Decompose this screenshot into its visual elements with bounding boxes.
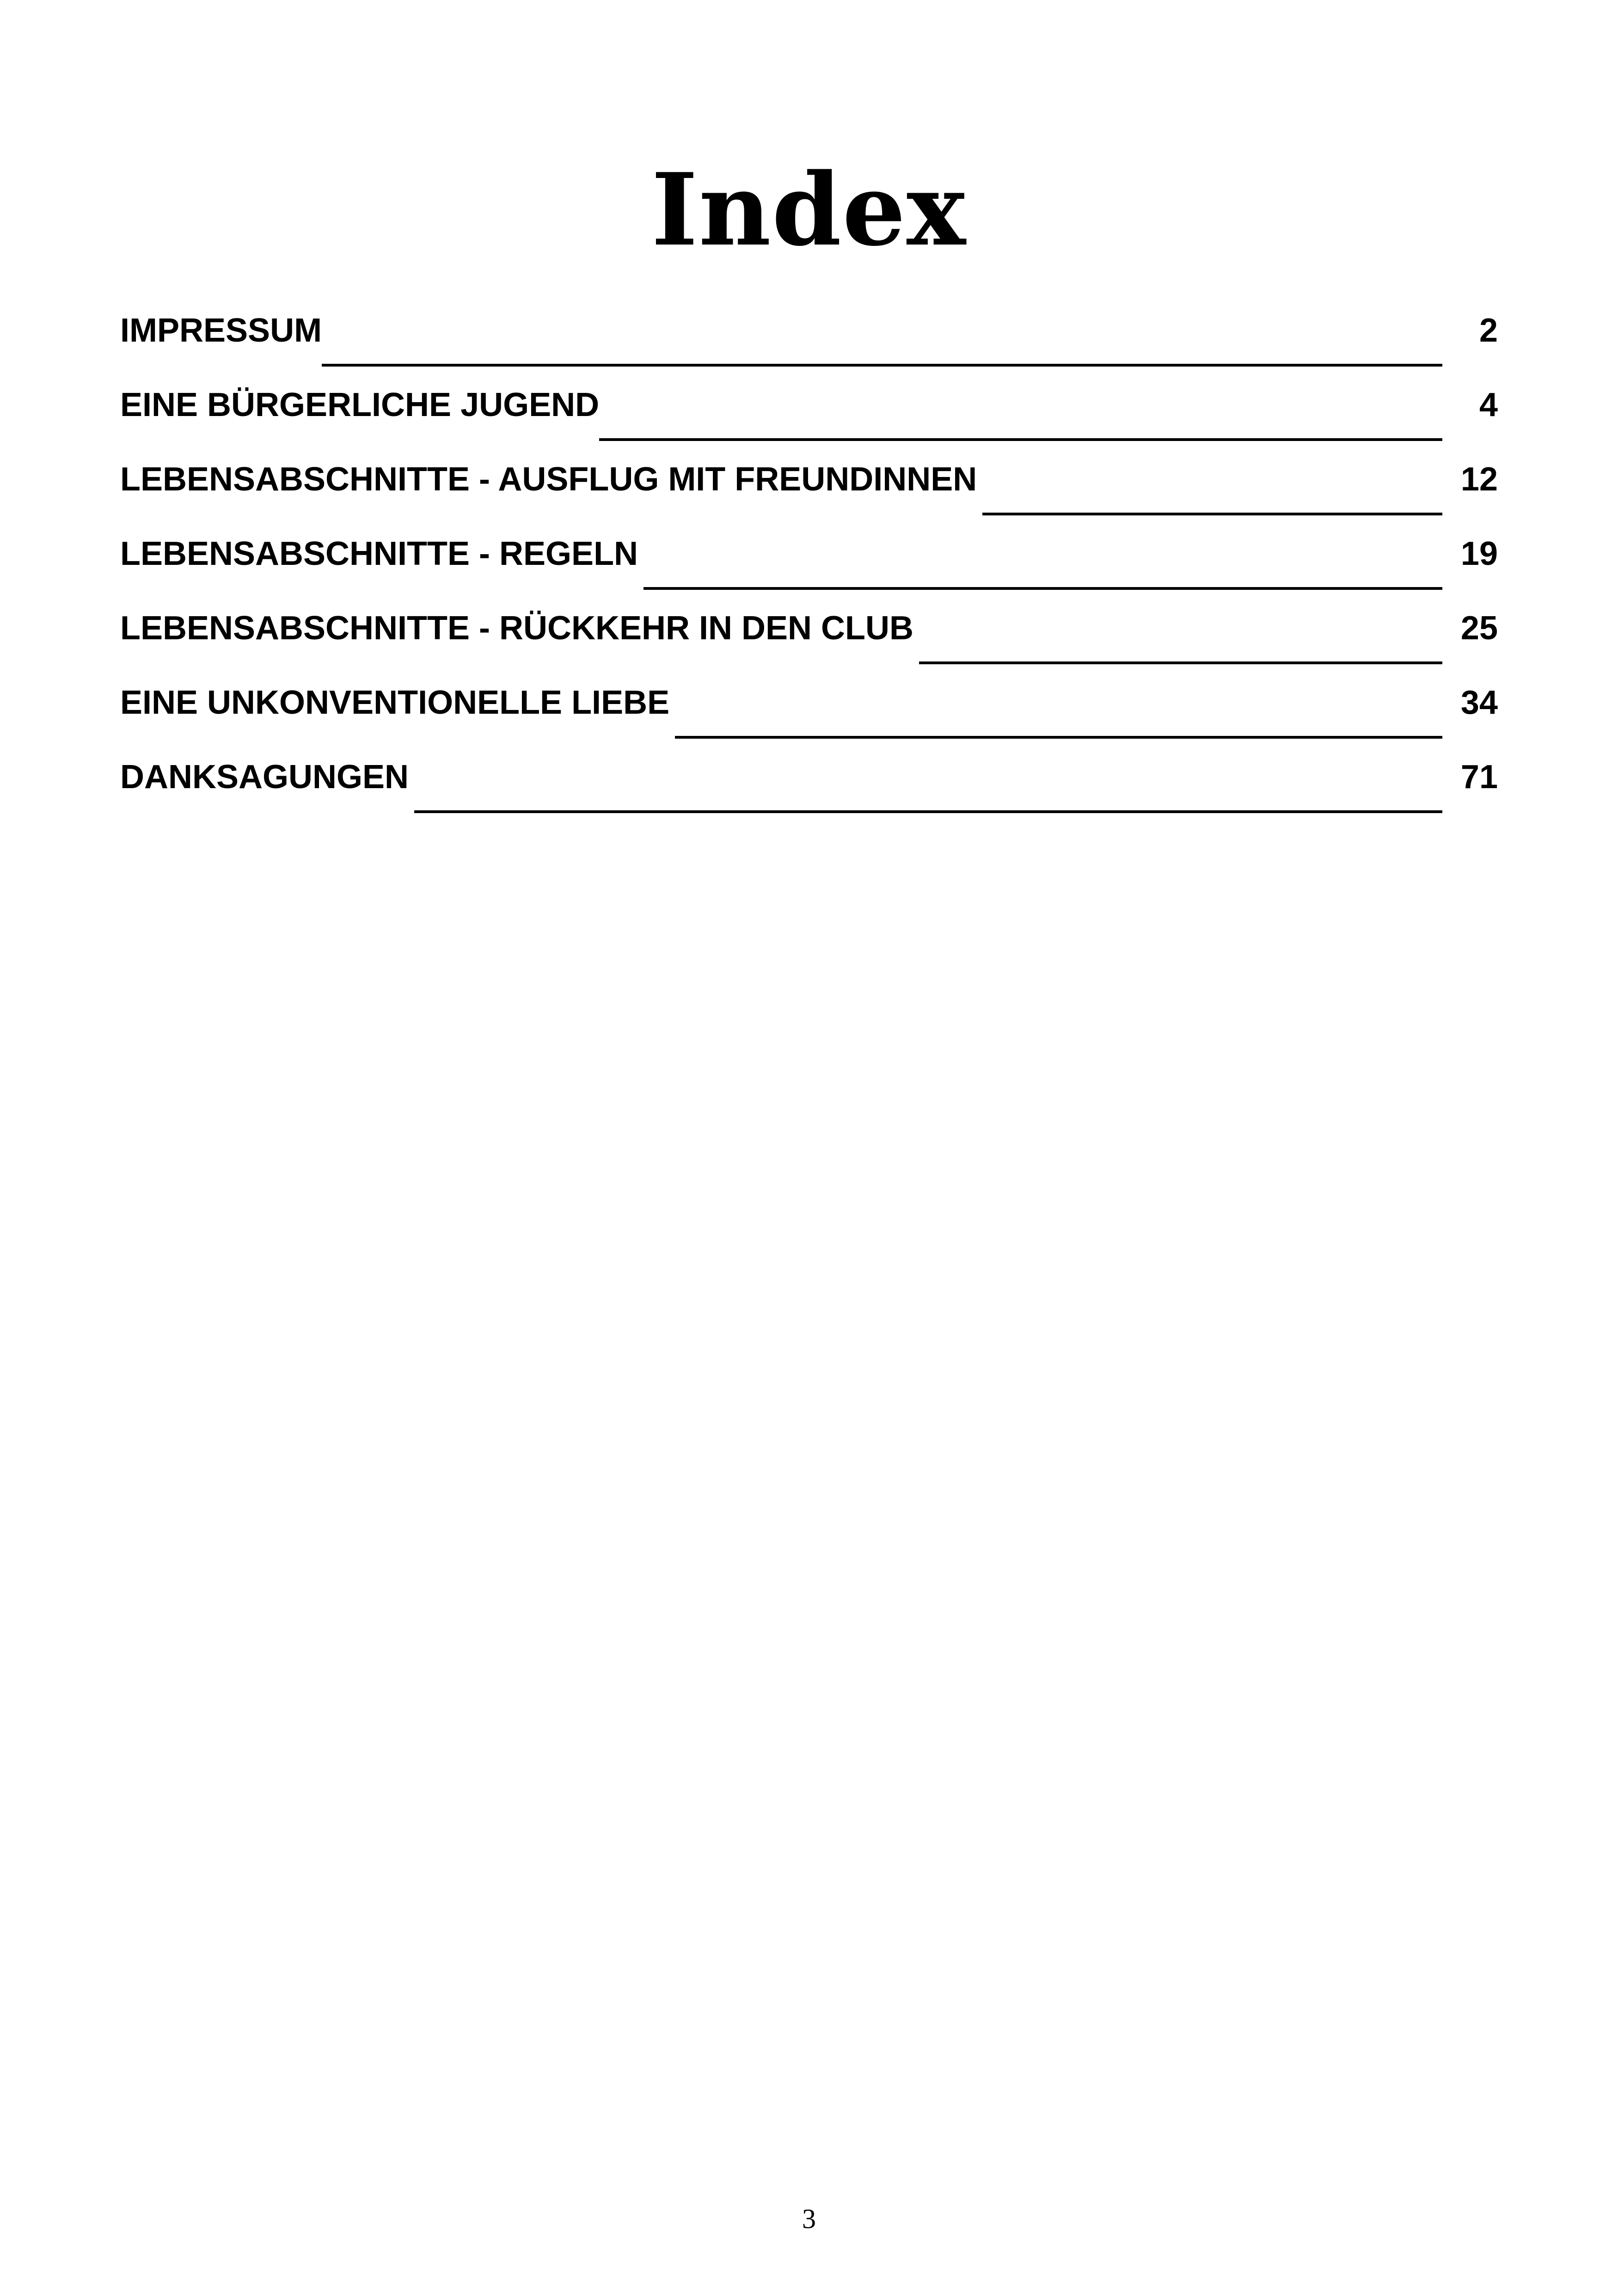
toc-entry-title: EINE UNKONVENTIONELLE LIEBE (120, 684, 670, 721)
toc-entry-page: 71 (1460, 759, 1498, 796)
toc-entry-page: 34 (1460, 684, 1498, 721)
toc-entry-page: 12 (1460, 461, 1498, 498)
toc-leader-line (982, 512, 1442, 515)
page-title: Index (651, 151, 967, 269)
toc-entry-title: LEBENSABSCHNITTE - REGELN (120, 535, 638, 572)
toc-leader-line (675, 735, 1442, 739)
toc-entry-title: EINE BÜRGERLICHE JUGEND (120, 386, 600, 423)
toc-entry-page: 2 (1479, 312, 1498, 349)
toc-entry-title: IMPRESSUM (120, 312, 322, 349)
toc-entry-rueckkehr-in-den-club[interactable] (120, 603, 1498, 677)
toc-entry-title: LEBENSABSCHNITTE - RÜCKKEHR IN DEN CLUB (120, 610, 914, 647)
toc-leader-line (599, 438, 1442, 441)
toc-leader-line (919, 661, 1442, 664)
toc-leader-line (414, 810, 1442, 813)
toc-entry-title: LEBENSABSCHNITTE - AUSFLUG MIT FREUNDINNEN (120, 461, 977, 498)
table-of-contents (120, 305, 1498, 826)
toc-entry-buergerliche-jugend[interactable] (120, 380, 1498, 454)
page-number: 3 (802, 2204, 816, 2234)
toc-entry-regeln[interactable] (120, 528, 1498, 603)
toc-leader-line (322, 363, 1442, 367)
toc-entry-title: DANKSAGUNGEN (120, 759, 409, 796)
toc-leader-line (644, 587, 1442, 590)
toc-entry-unkonventionelle-liebe[interactable] (120, 677, 1498, 752)
toc-entry-page: 4 (1479, 386, 1498, 423)
toc-entry-ausflug-mit-freundinnen[interactable] (120, 454, 1498, 528)
toc-entry-page: 19 (1460, 535, 1498, 572)
toc-entry-impressum[interactable] (120, 305, 1498, 380)
toc-entry-danksagungen[interactable] (120, 752, 1498, 826)
toc-entry-page: 25 (1460, 610, 1498, 647)
